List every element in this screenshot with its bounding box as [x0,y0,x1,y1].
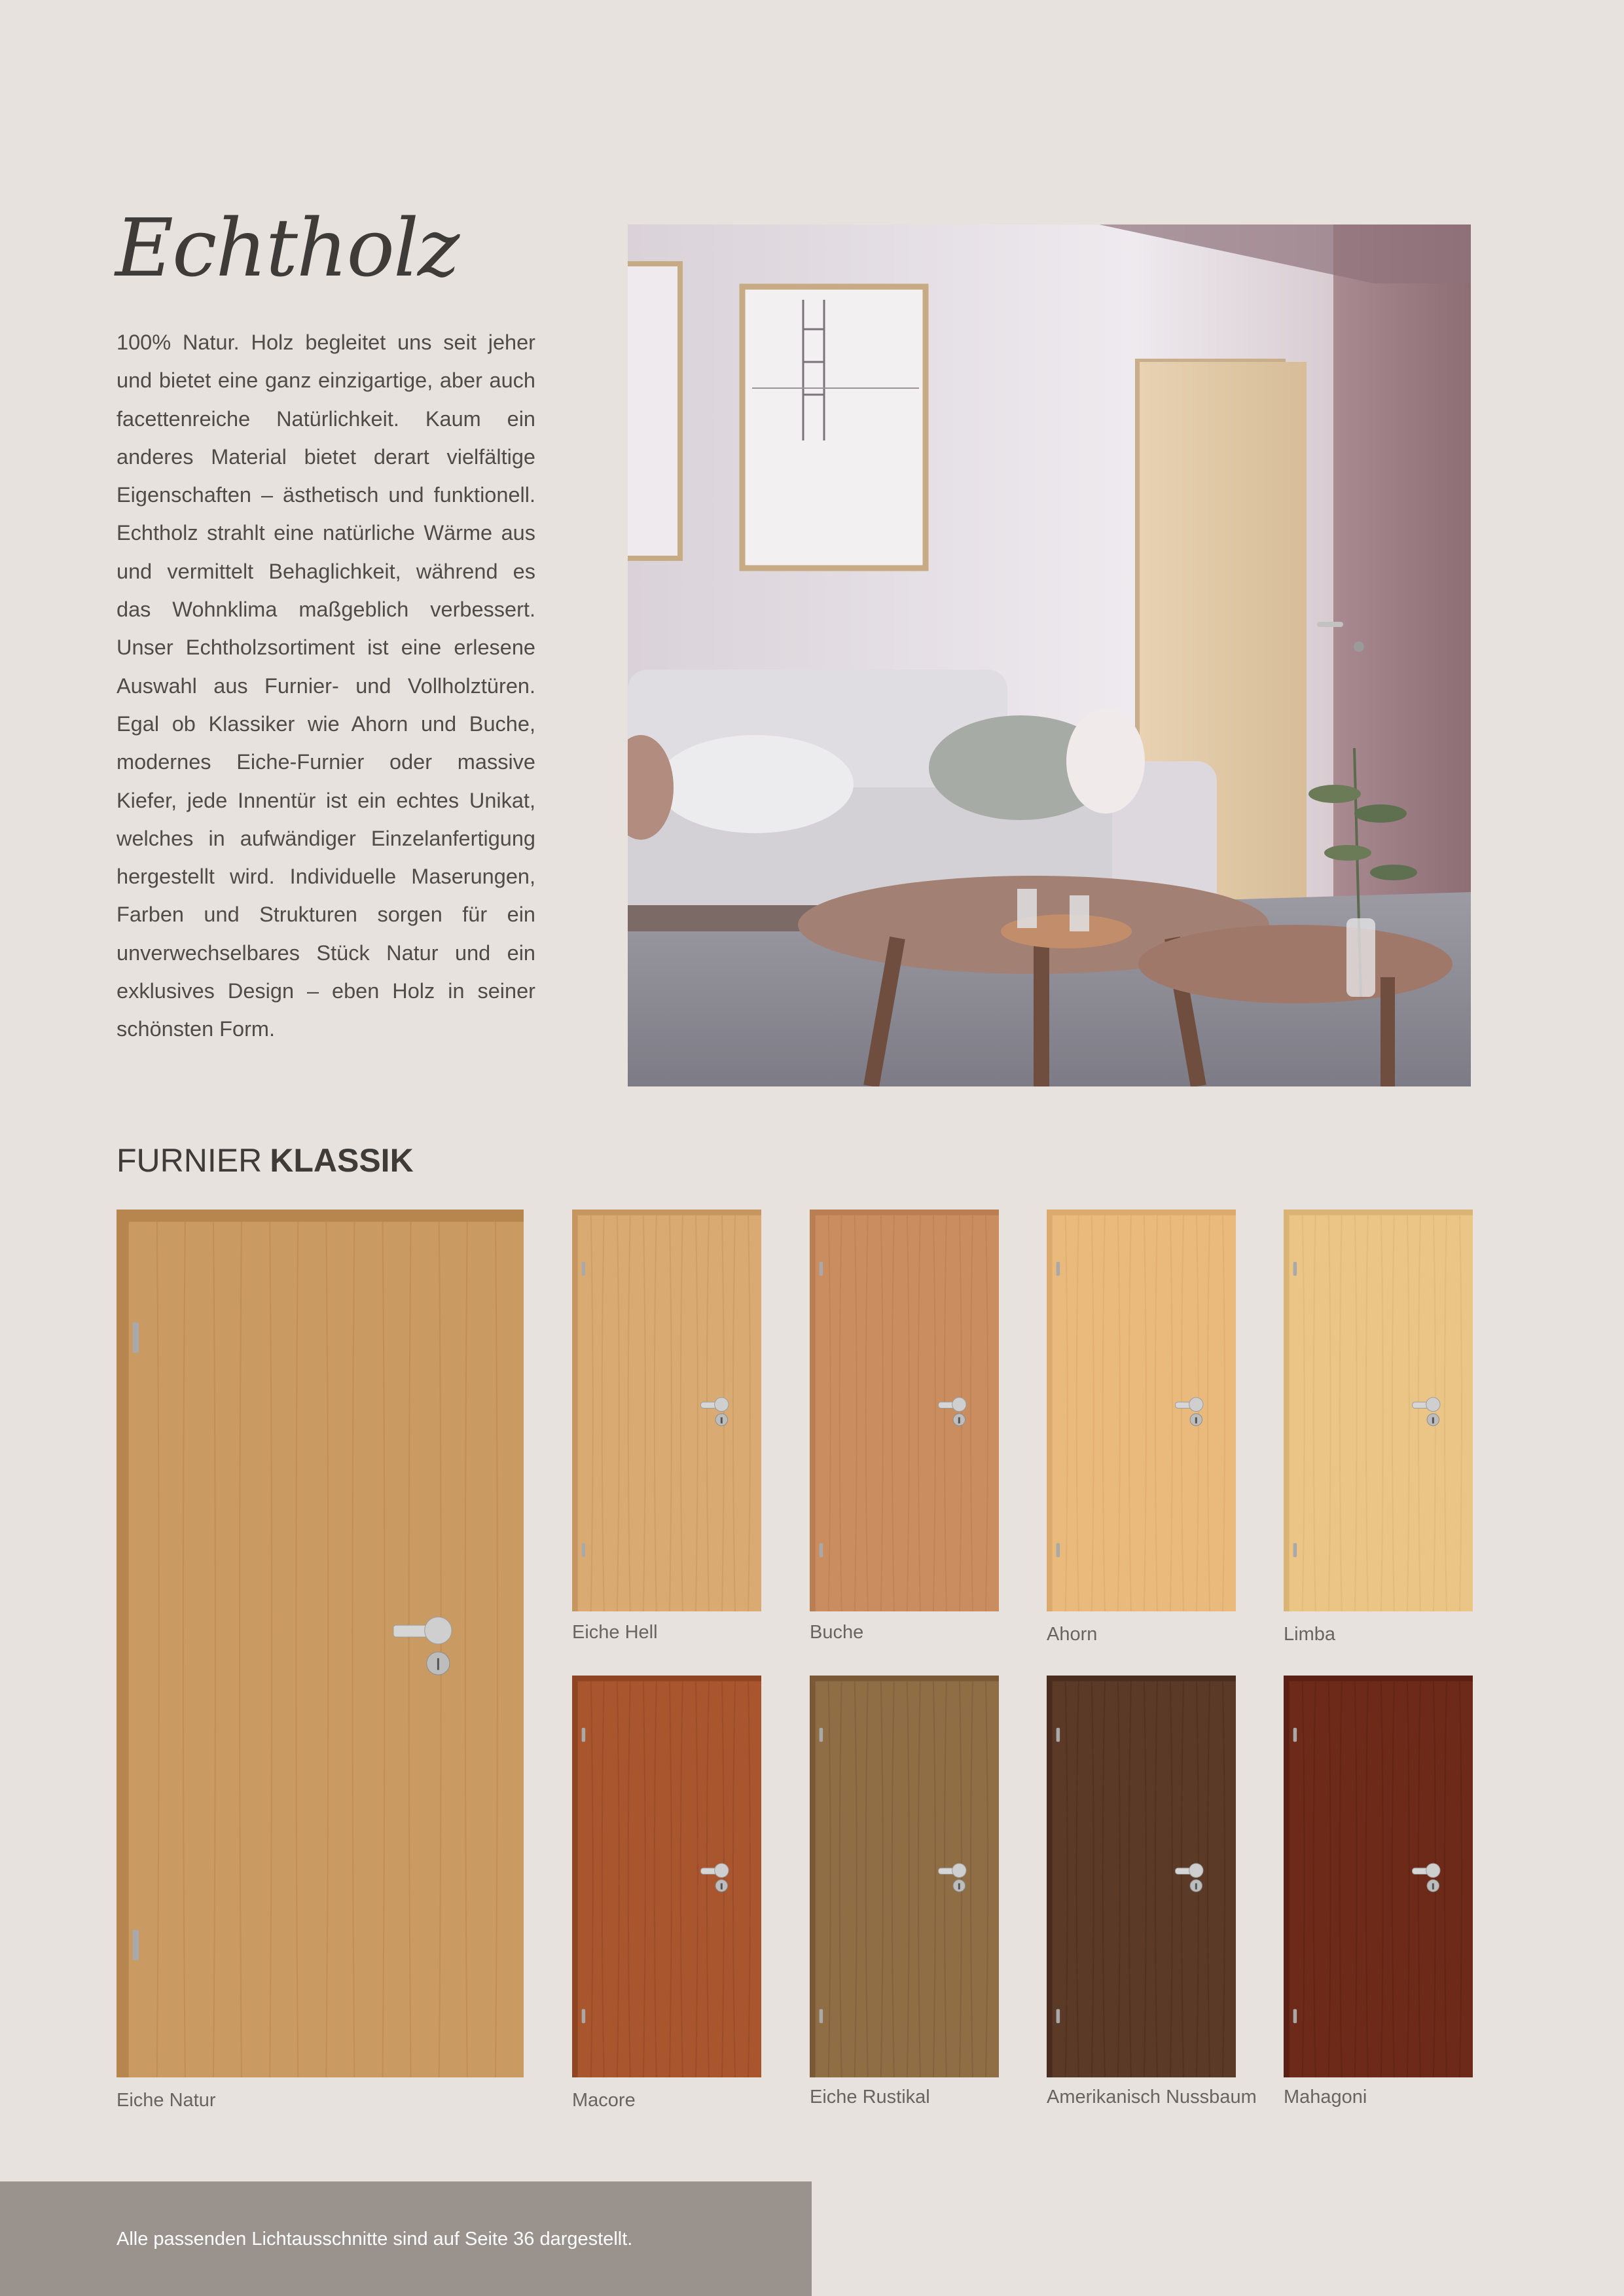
hinge-icon [1056,2009,1060,2023]
keyhole-slot [1432,1883,1434,1889]
door-buche [810,1210,999,1611]
living-room-photo [628,224,1471,1086]
door-leaf [129,1222,524,2077]
door-label: Eiche Natur [117,2090,216,2111]
door-label: Amerikanisch Nussbaum [1047,2087,1257,2108]
handle-rosette-icon [1426,1863,1440,1877]
keyhole-slot [721,1883,723,1889]
hinge-icon [820,2009,823,2023]
door-label: Buche [810,1622,864,1643]
section-heading-bold: KLASSIK [270,1142,414,1179]
handle-rosette-icon [1189,1863,1203,1877]
hinge-icon [1293,1262,1297,1276]
door-limba [1284,1210,1473,1611]
section-heading [117,1141,414,1179]
door-label: Mahagoni [1284,2087,1367,2108]
keyhole-slot [958,1417,960,1423]
handle-rosette-icon [952,1397,966,1411]
keyhole-slot [1432,1417,1434,1423]
door-eiche-natur [117,1210,524,2077]
door-eiche-hell [572,1210,761,1611]
hinge-icon [133,1930,139,1960]
hinge-icon [582,1262,585,1276]
door-ahorn [1047,1210,1236,1611]
door-label: Eiche Hell [572,1622,658,1643]
section-heading-light: FURNIER [117,1142,262,1179]
handle-rosette-icon [952,1863,966,1877]
page-title: Echtholz [115,202,459,295]
hinge-icon [1056,1262,1060,1276]
hinge-icon [820,1543,823,1557]
door-label: Eiche Rustikal [810,2087,930,2108]
hinge-icon [582,1543,585,1557]
hinge-icon [1293,1728,1297,1742]
keyhole-slot [958,1883,960,1889]
hinge-icon [582,2009,585,2023]
hinge-icon [1293,1543,1297,1557]
hinge-icon [820,1262,823,1276]
handle-rosette-icon [425,1617,452,1643]
door-mahagoni [1284,1676,1473,2077]
keyhole-slot [1195,1883,1197,1889]
hinge-icon [133,1322,139,1352]
door-macore [572,1676,761,2077]
hinge-icon [1056,1543,1060,1557]
door-amerikanisch-nussbaum [1047,1676,1236,2077]
door-label: Macore [572,2090,636,2111]
handle-rosette-icon [1426,1397,1440,1411]
handle-rosette-icon [1189,1397,1203,1411]
door-label: Ahorn [1047,1624,1098,1645]
footer-note: Alle passenden Lichtausschnitte sind auf Seite 36 dargestellt. [117,2229,633,2250]
hinge-icon [582,1728,585,1742]
keyhole-slot [437,1659,439,1670]
keyhole-slot [721,1417,723,1423]
hinge-icon [1056,1728,1060,1742]
hinge-icon [1293,2009,1297,2023]
door-eiche-rustikal [810,1676,999,2077]
handle-rosette-icon [715,1863,729,1877]
handle-rosette-icon [715,1397,729,1411]
keyhole-slot [1195,1417,1197,1423]
intro-paragraph: 100% Natur. Holz begleitet uns seit jeher und bietet eine ganz einzigartige, aber auch facettenreiche Natürlichkeit. Kaum ein anderes Material bietet derart vielfältige Eigenschaften – ästhetisch und funktionell. Echtholz strahlt eine natürliche Wärme aus und vermittelt Behaglichkeit, während es das Wohnklima maßgeblich verbessert. Unser Echtholzsortiment ist eine erlesene Auswahl aus Furnier- und Vollholztüren. Egal ob Klassiker wie Ahorn und Buche, modernes Eiche-Furnier oder massive Kiefer, jede Innentür ist ein echtes Unikat, welches in aufwändiger Einzelanfertigung hergestellt wird. Individuelle Maserungen, Farben und Strukturen sorgen für ein unverwechselbares Stück Natur und ein exklusives Design – eben Holz in seiner schönsten Form. [117,331,535,1041]
hinge-icon [820,1728,823,1742]
door-label: Limba [1284,1624,1335,1645]
living-room-illustration [628,224,1471,1086]
